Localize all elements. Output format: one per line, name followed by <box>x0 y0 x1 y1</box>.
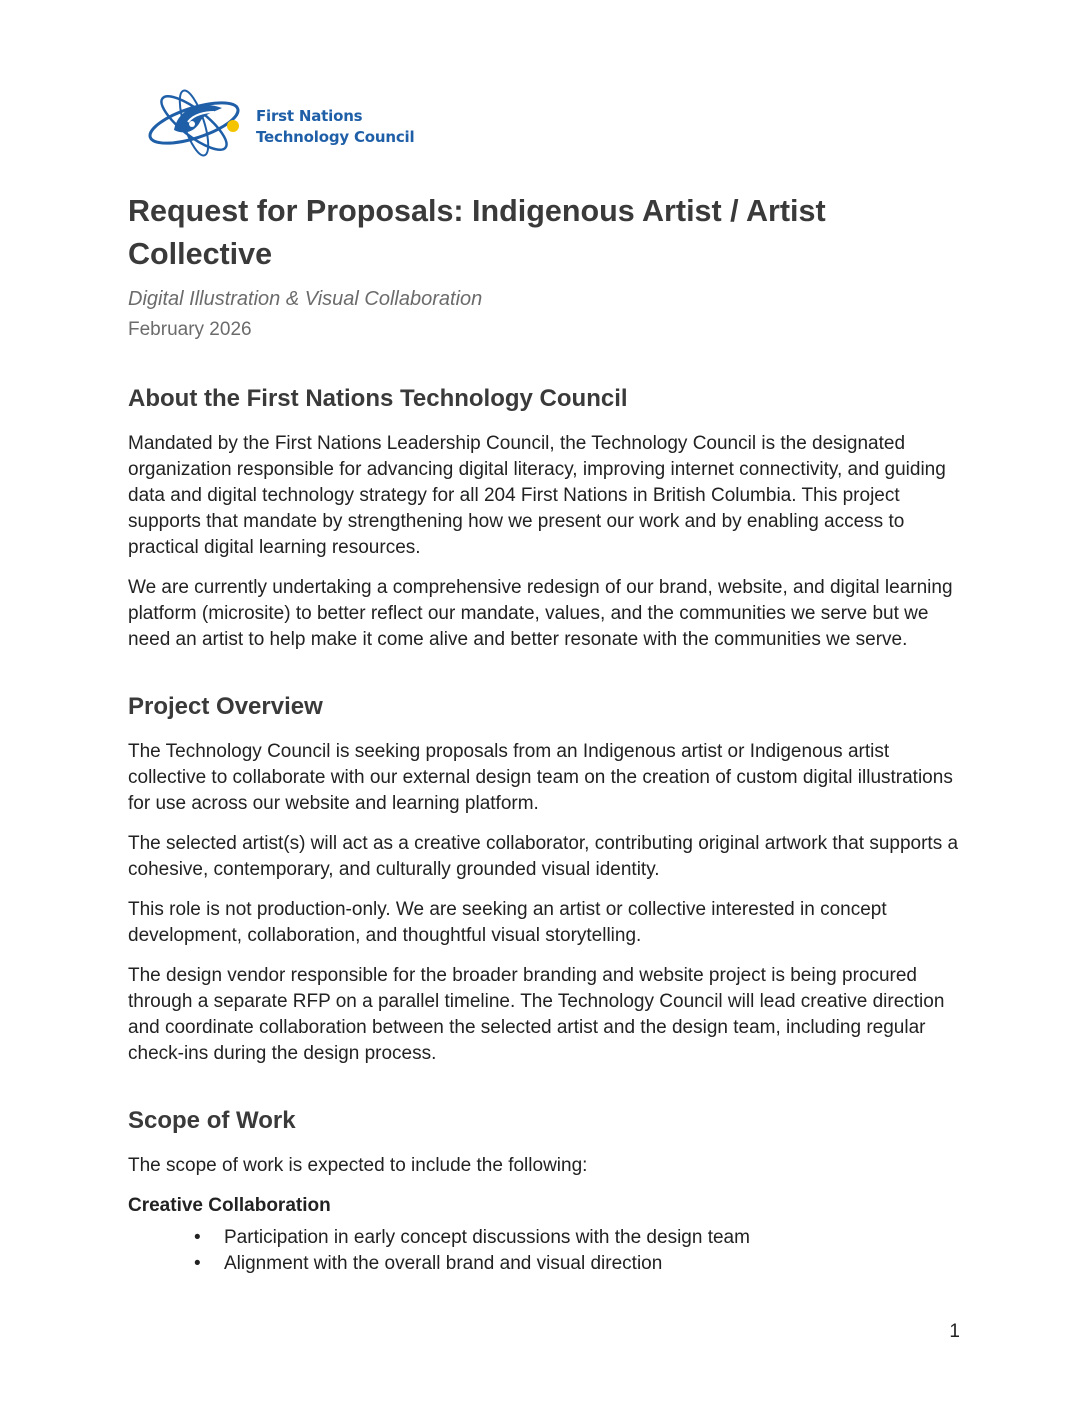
bullet-icon: • <box>194 1227 201 1248</box>
document-date: February 2026 <box>128 319 252 340</box>
page-number: 1 <box>949 1321 960 1342</box>
document-subtitle: Digital Illustration & Visual Collaboration <box>128 288 483 310</box>
document-body <box>128 190 968 1277</box>
list-item <box>128 1251 968 1277</box>
about-paragraph-2: We are currently undertaking a comprehensive redesign of our brand, website, and digital learning platform (microsite) to better reflect our mandate, values, and the communities we serve but we need an artist to help make it come alive and better resonate with the communities we serve. <box>128 577 953 650</box>
creative-collaboration-list <box>128 1225 968 1277</box>
list-item <box>128 1225 968 1251</box>
logo-line-2: Technology Council <box>256 128 415 146</box>
logo-emblem-icon <box>144 78 248 168</box>
list-item-text: Participation in early concept discussions with the design team <box>224 1227 750 1248</box>
organization-logo <box>144 78 444 168</box>
bullet-icon: • <box>194 1253 201 1274</box>
logo-line-1: First Nations <box>256 107 363 125</box>
about-paragraph-1: Mandated by the First Nations Leadership Council, the Technology Council is the designated organization responsible for advancing digital literacy, improving internet connectivity, and guiding data and digital technology strategy for all 204 First Nations in British Columbia. This project supports that mandate by strengthening how we present our work and by enabling access to practical digital learning resources. <box>128 433 946 558</box>
overview-paragraph-3: This role is not production-only. We are seeking an artist or collective interested in concept development, collaboration, and thoughtful visual storytelling. <box>128 899 887 946</box>
list-item-text: Alignment with the overall brand and visual direction <box>224 1253 663 1274</box>
about-heading: About the First Nations Technology Council <box>128 385 628 412</box>
creative-collaboration-heading: Creative Collaboration <box>128 1195 331 1216</box>
logo-wordmark <box>256 106 414 148</box>
overview-paragraph-1: The Technology Council is seeking proposals from an Indigenous artist or Indigenous artist collective to collaborate with our external design team on the creation of custom digital illustrations for use across our website and learning platform. <box>128 741 953 814</box>
overview-paragraph-4: The design vendor responsible for the broader branding and website project is being procured through a separate RFP on a parallel timeline. The Technology Council will lead creative direction and coordinate collaboration between the selected artist and the design team, including regular check-ins during the design process. <box>128 965 945 1064</box>
scope-intro: The scope of work is expected to include the following: <box>128 1155 588 1176</box>
scope-heading: Scope of Work <box>128 1107 296 1134</box>
overview-heading: Project Overview <box>128 693 323 720</box>
document-title: Request for Proposals: Indigenous Artist / Artist Collective <box>128 194 826 271</box>
overview-paragraph-2: The selected artist(s) will act as a creative collaborator, contributing original artwork that supports a cohesive, contemporary, and culturally grounded visual identity. <box>128 833 959 880</box>
